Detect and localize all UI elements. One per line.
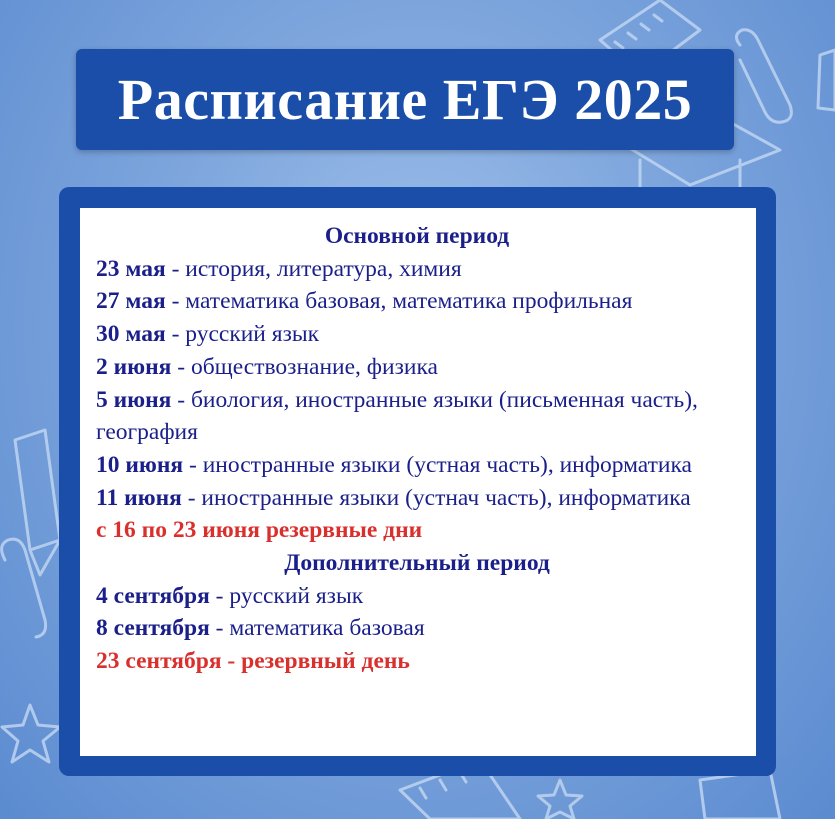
paperclip-left-icon [2, 539, 46, 637]
exam-date: 30 мая [96, 321, 166, 348]
calculator-icon [700, 770, 780, 819]
exam-date: 10 июня [96, 451, 184, 478]
additional-period-reserve: 23 сентября - резервный день [96, 648, 410, 675]
exam-date: 8 сентября [96, 615, 210, 642]
exam-subjects: - математика базовая [209, 615, 425, 642]
exam-date: 11 июня [96, 484, 182, 511]
exam-subjects: - обществознание, физика [171, 353, 438, 380]
schedule-row [96, 351, 756, 384]
additional-period-heading: Дополнительный период [284, 550, 550, 577]
exam-date: 4 сентября [96, 582, 210, 609]
main-period-heading: Основной период [324, 223, 510, 249]
paperclip-icon [736, 30, 791, 123]
exam-subjects: - русский язык [165, 321, 320, 348]
schedule-row [96, 482, 756, 515]
exam-subjects: - математика базовая, математика профильная [165, 288, 633, 315]
schedule-card [80, 208, 756, 756]
exam-subjects: - иностранные языки (устная часть), информатика [183, 451, 692, 478]
star-bottom-icon [538, 780, 582, 819]
schedule-row [96, 449, 756, 482]
exam-subjects: - иностранные языки (устнач часть), информатика [181, 484, 691, 511]
schedule-row [96, 384, 756, 449]
exam-subjects: - русский язык [209, 582, 364, 609]
schedule-row [96, 612, 756, 645]
star-icon [2, 705, 60, 762]
schedule-row [96, 580, 756, 613]
exam-date: 23 мая [96, 255, 166, 282]
pencil-left-icon [15, 430, 60, 575]
exam-subjects: - биология, иностранные языки (письменная часть), география [96, 386, 698, 446]
schedule-content [96, 220, 756, 678]
pencil-icon [818, 50, 835, 110]
main-period-reserve: с 16 по 23 июня резервные дни [96, 517, 423, 544]
exam-date: 5 июня [96, 386, 172, 413]
page-title: Расписание ЕГЭ 2025 [117, 67, 693, 132]
schedule-row [96, 318, 756, 351]
exam-subjects: - история, литература, химия [165, 255, 462, 282]
schedule-row [96, 285, 756, 318]
exam-date: 27 мая [96, 288, 166, 315]
schedule-row [96, 253, 756, 286]
exam-date: 2 июня [96, 353, 172, 380]
title-banner [76, 49, 734, 150]
